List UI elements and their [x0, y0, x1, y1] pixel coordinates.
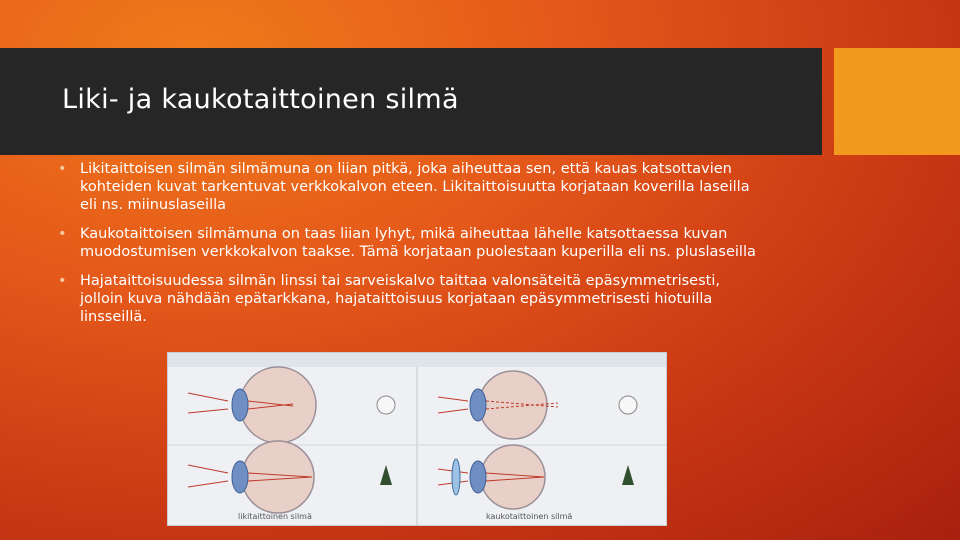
bullet-text: Likitaittoisen silmän silmämuna on liian pitkä, joka aiheuttaa sen, että kauas katsottavien kohteiden kuvat tarkentuvat verkkokalvon eteen. Likitaittoisuutta korjataan koverilla laseilla eli ns. miinuslaseilla [80, 161, 750, 213]
myopic-eye-corrected [188, 441, 392, 513]
bullet-dot-icon: • [58, 161, 67, 177]
eye-diagram-svg [168, 353, 666, 525]
figure-caption-right: kaukotaittoinen silmä [486, 512, 573, 521]
figure-caption-left: likitaittoinen silmä [238, 512, 312, 521]
myopic-eye-uncorrected [188, 367, 395, 443]
bullet-item-myopia [58, 160, 758, 214]
bullet-list [58, 160, 758, 337]
bullet-dot-icon: • [58, 226, 67, 242]
bullet-dot-icon: • [58, 273, 67, 289]
hyperopic-eye-uncorrected [438, 371, 637, 439]
accent-block [834, 48, 960, 155]
bullet-item-astigmatism [58, 272, 758, 326]
eye-diagram-figure [167, 352, 667, 526]
tree-icon [380, 465, 392, 485]
convex-lens-icon [452, 459, 460, 495]
bullet-text: Hajataittoisuudessa silmän linssi tai sarveiskalvo taittaa valonsäteitä epäsymmetrisesti, jolloin kuva nähdään epätarkkana, hajataittoisuus korjataan epäsymmetrisesti hiotuilla linsseillä. [80, 273, 720, 325]
tree-icon [622, 465, 634, 485]
bullet-item-hyperopia [58, 225, 758, 261]
bullet-text: Kaukotaittoisen silmämuna on taas liian lyhyt, mikä aiheuttaa lähelle katsottaessa kuvan muodostumisen verkkokalvon taakse. Tämä korjataan puolestaan kuperilla eli ns. pluslaseilla [80, 226, 756, 260]
figure-header-band [168, 353, 666, 367]
slide-title: Liki- ja kaukotaittoinen silmä [62, 84, 459, 115]
hyperopic-eye-corrected [438, 445, 634, 509]
